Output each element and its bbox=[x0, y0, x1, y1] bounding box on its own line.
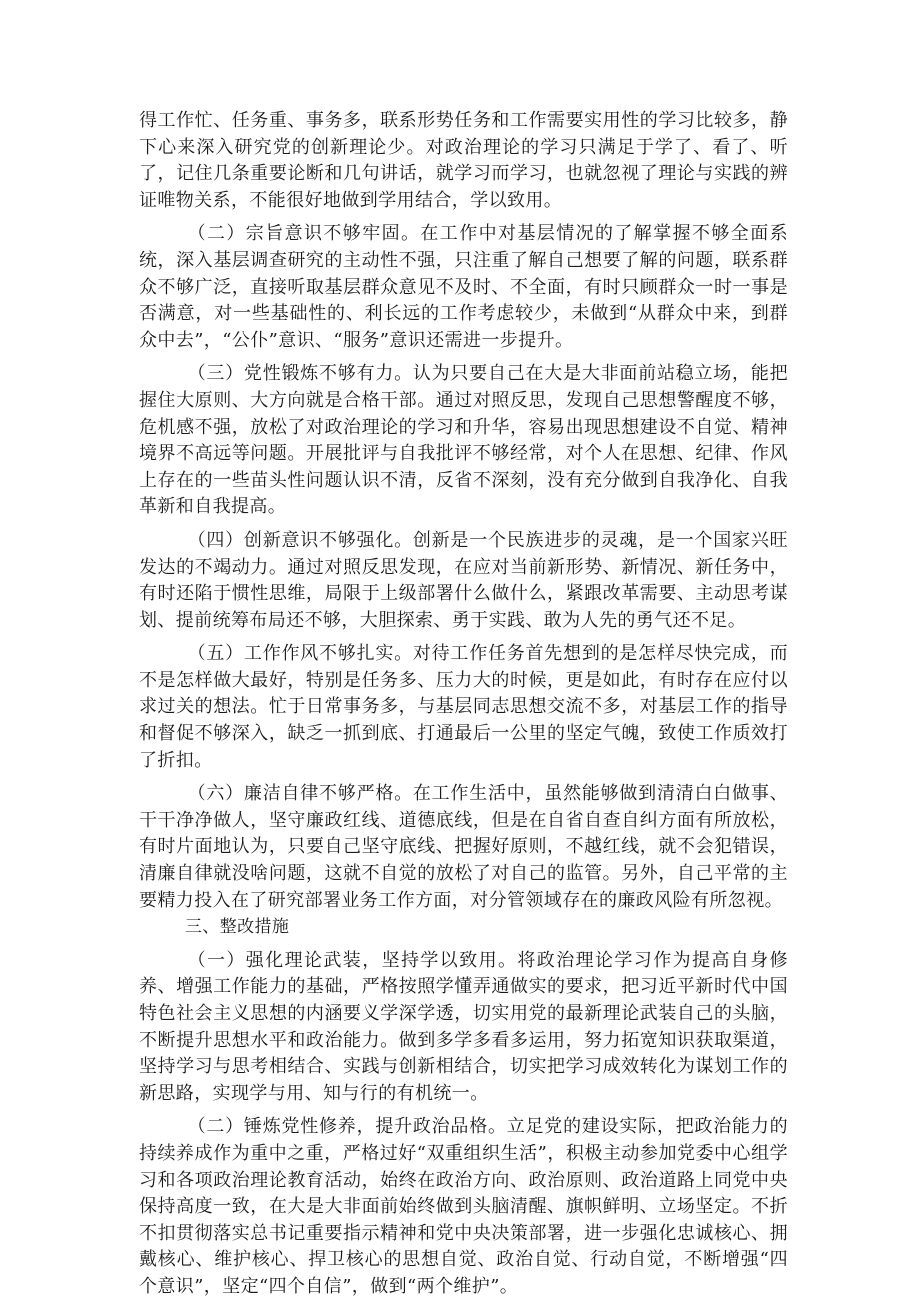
paragraph-party-spirit: （三）党性锻炼不够有力。认为只要自己在大是大非面前站稳立场，能把握住大原则、大方向就是合格干部。通过对照反思，发现自己思想警醒度不够，危机感不强，放松了对政治理论的学习和升华，容易出现思想建设不自觉、精神境界不高远等问题。开展批评与自我批评不够经常，对个人在思想、纪律、作风上存在的一些苗头性问题认识不清，反省不深刻，没有充分做到自我净化、自我革新和自我提高。 bbox=[139, 363, 788, 518]
document-page bbox=[139, 108, 788, 1301]
paragraph-measure-theory: （一）强化理论武装，坚持学以致用。将政治理论学习作为提高自身修养、增强工作能力的基础，严格按照学懂弄通做实的要求，把习近平新时代中国特色社会主义思想的内涵要义学深学透，切实用党的最新理论武装自己的头脑，不断提升思想水平和政治能力。做到多学多看多运用，努力拓宽知识获取渠道，坚持学习与思考相结合、实践与创新相结合，切实把学习成效转化为谋划工作的新思路，实现学与用、知与行的有机统一。 bbox=[139, 949, 788, 1104]
paragraph-purpose-awareness: （二）宗旨意识不够牢固。在工作中对基层情况的了解掌握不够全面系统，深入基层调查研究的主动性不强，只注重了解自己想要了解的问题，联系群众不够广泛，直接听取基层群众意见不及时、不全面，有时只顾群众一时一事是否满意，对一些基础性的、利长远的工作考虑较少，未做到“从群众中来，到群众中去”，“公仆”意识、“服务”意识还需进一步提升。 bbox=[139, 223, 788, 351]
paragraph-measure-party-spirit: （二）锤炼党性修养，提升政治品格。立足党的建设实际，把政治能力的持续养成作为重中之重，严格过好“双重组织生活”，积极主动参加党委中心组学习和各项政治理论教育活动，始终在政治方向、政治原则、政治道路上同党中央保持高度一致，在大是大非面前始终做到头脑清醒、旗帜鲜明、立场坚定。不折不扣贯彻落实总书记重要指示精神和党中央决策部署，进一步强化忠诚核心、拥戴核心、维护核心、捍卫核心的思想自觉、政治自觉、行动自觉，不断增强“四个意识”，坚定“四个自信”，做到“两个维护”。 bbox=[139, 1116, 788, 1297]
paragraph-innovation: （四）创新意识不够强化。创新是一个民族进步的灵魂，是一个国家兴旺发达的不竭动力。通过对照反思发现，在应对当前新形势、新情况、新任务中，有时还陷于惯性思维，局限于上级部署什么做什么，紧跟改革需要、主动思考谋划、提前统筹布局还不够，大胆探索、勇于实践、敢为人先的勇气还不足。 bbox=[139, 529, 788, 631]
paragraph-work-style: （五）工作作风不够扎实。对待工作任务首先想到的是怎样尽快完成，而不是怎样做大最好，特别是任务多、压力大的时候，更是如此，有时存在应付以求过关的想法。忙于日常事务多，与基层同志思想交流不多，对基层工作的指导和督促不够深入，缺乏一抓到底、打通最后一公里的坚定气魄，致使工作质效打了折扣。 bbox=[139, 643, 788, 771]
paragraph-continued: 得工作忙、任务重、事务多，联系形势任务和工作需要实用性的学习比较多，静下心来深入研究党的创新理论少。对政治理论的学习只满足于学了、看了、听了，记住几条重要论断和几句讲话，就学习而学习，也就忽视了理论与实践的辨证唯物关系，不能很好地做到学用结合，学以致用。 bbox=[139, 110, 788, 211]
paragraph-integrity: （六）廉洁自律不够严格。在工作生活中，虽然能够做到清清白白做事、干干净净做人，坚守廉政红线、道德底线，但是在自省自查自纠方面有所放松，有时片面地认为，只要自己坚守底线、把握好原则，不越红线，就不会犯错误，清廉自律就没啥问题，这就不自觉的放松了对自己的监管。另外，自己平常的主要精力投入在了研究部署业务工作方面，对分管领域存在的廉政风险有所忽视。 bbox=[139, 783, 788, 911]
section-heading: 三、整改措施 bbox=[184, 917, 290, 938]
